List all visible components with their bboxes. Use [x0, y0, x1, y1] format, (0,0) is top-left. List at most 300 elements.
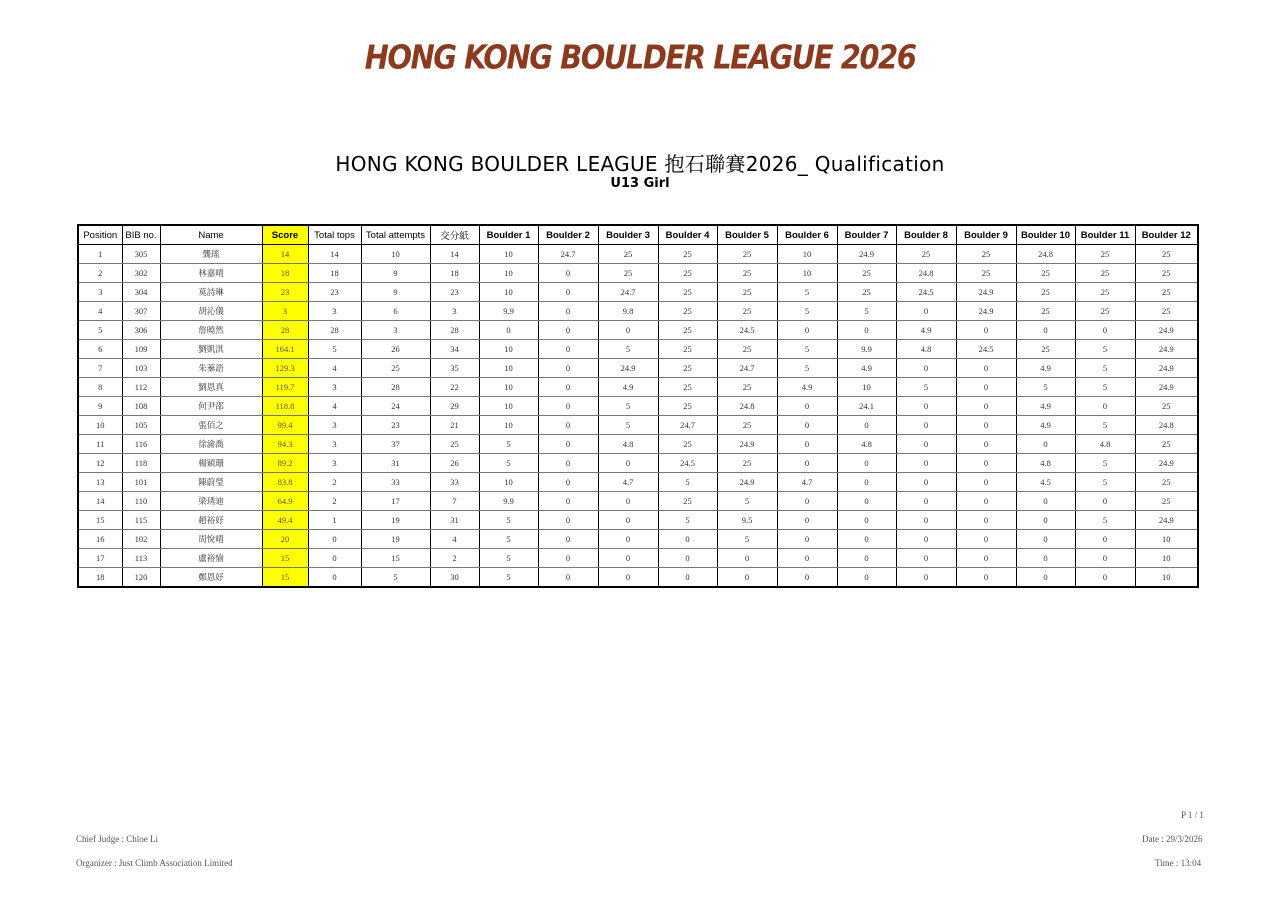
table-cell: 0 — [1016, 530, 1075, 549]
table-cell: 0 — [837, 416, 896, 435]
table-cell: 25 — [1075, 245, 1135, 264]
table-cell: 3 — [308, 416, 361, 435]
table-cell: 10 — [361, 245, 430, 264]
table-cell: 28 — [308, 321, 361, 340]
table-cell: 105 — [122, 416, 160, 435]
table-cell: 31 — [361, 454, 430, 473]
table-row — [78, 473, 1198, 492]
table-cell: 23 — [430, 283, 479, 302]
table-cell: 25 — [1135, 302, 1198, 321]
table-cell: 24.5 — [717, 321, 777, 340]
table-cell: 3 — [308, 302, 361, 321]
table-cell: 0 — [956, 416, 1016, 435]
table-cell: 4.9 — [1016, 416, 1075, 435]
table-cell: 0 — [538, 359, 598, 378]
table-cell: 18 — [430, 264, 479, 283]
table-cell: 10 — [1135, 530, 1198, 549]
table-cell: 0 — [598, 511, 658, 530]
table-cell: 0 — [837, 454, 896, 473]
table-cell: 3 — [430, 302, 479, 321]
table-cell: 5 — [1075, 473, 1135, 492]
table-cell: 25 — [598, 264, 658, 283]
table-cell: 18 — [78, 568, 122, 588]
table-cell: 5 — [479, 568, 538, 588]
column-header: Total attempts — [361, 225, 430, 245]
table-cell: 14 — [262, 245, 308, 264]
table-cell: 0 — [538, 321, 598, 340]
table-cell: 3 — [78, 283, 122, 302]
table-cell: 108 — [122, 397, 160, 416]
table-cell: 10 — [479, 264, 538, 283]
table-cell: 0 — [538, 283, 598, 302]
table-cell: 4.8 — [837, 435, 896, 454]
table-cell: 25 — [717, 378, 777, 397]
table-cell: 25 — [1075, 264, 1135, 283]
table-cell: 0 — [479, 321, 538, 340]
table-cell: 4 — [430, 530, 479, 549]
table-cell: 25 — [717, 340, 777, 359]
table-cell: 4.9 — [1016, 397, 1075, 416]
table-cell: 25 — [430, 435, 479, 454]
table-cell: 5 — [1075, 454, 1135, 473]
chief-judge: Chief Judge : Chloe Li — [76, 834, 158, 844]
table-cell: 盧裕愉 — [160, 549, 262, 568]
table-cell: 24.9 — [598, 359, 658, 378]
table-cell: 25 — [658, 302, 717, 321]
table-cell: 25 — [1016, 340, 1075, 359]
table-cell: 24.5 — [956, 340, 1016, 359]
table-cell: 25 — [658, 245, 717, 264]
table-cell: 5 — [717, 530, 777, 549]
table-cell: 10 — [837, 378, 896, 397]
table-cell: 25 — [658, 264, 717, 283]
table-cell: 5 — [717, 492, 777, 511]
table-cell: 林嘉晴 — [160, 264, 262, 283]
table-cell: 5 — [777, 302, 837, 321]
table-cell: 21 — [430, 416, 479, 435]
table-cell: 0 — [837, 321, 896, 340]
table-cell: 3 — [308, 435, 361, 454]
table-cell: 5 — [598, 340, 658, 359]
column-header: Boulder 1 — [479, 225, 538, 245]
table-cell: 5 — [658, 473, 717, 492]
table-cell: 0 — [717, 568, 777, 588]
table-cell: 5 — [479, 511, 538, 530]
table-cell: 0 — [538, 264, 598, 283]
table-cell: 2 — [78, 264, 122, 283]
column-header: Total tops — [308, 225, 361, 245]
table-cell: 0 — [896, 492, 956, 511]
table-cell: 0 — [538, 530, 598, 549]
table-cell: 0 — [538, 511, 598, 530]
table-cell: 15 — [361, 549, 430, 568]
table-cell: 0 — [538, 397, 598, 416]
table-cell: 0 — [1016, 549, 1075, 568]
table-cell: 164.1 — [262, 340, 308, 359]
table-cell: 24.8 — [1135, 416, 1198, 435]
table-cell: 102 — [122, 530, 160, 549]
table-cell: 2 — [308, 492, 361, 511]
table-cell: 25 — [361, 359, 430, 378]
table-cell: 18 — [262, 264, 308, 283]
category-subtitle: U13 Girl — [610, 176, 670, 191]
table-cell: 24.5 — [896, 283, 956, 302]
table-cell: 25 — [717, 302, 777, 321]
table-cell: 0 — [538, 473, 598, 492]
table-cell: 115 — [122, 511, 160, 530]
table-cell: 0 — [1075, 492, 1135, 511]
table-row — [78, 454, 1198, 473]
table-cell: 24.8 — [717, 397, 777, 416]
column-header: Boulder 12 — [1135, 225, 1198, 245]
table-cell: 0 — [1075, 397, 1135, 416]
table-cell: 劉恩真 — [160, 378, 262, 397]
page-number: P 1 / 1 — [1181, 810, 1204, 820]
column-header: Boulder 8 — [896, 225, 956, 245]
table-cell: 0 — [777, 568, 837, 588]
column-header: Boulder 5 — [717, 225, 777, 245]
table-cell: 3 — [262, 302, 308, 321]
table-cell: 25 — [1135, 264, 1198, 283]
table-cell: 趙裕妤 — [160, 511, 262, 530]
table-cell: 0 — [956, 549, 1016, 568]
table-cell: 24.8 — [896, 264, 956, 283]
table-cell: 0 — [1075, 568, 1135, 588]
table-cell: 4.7 — [598, 473, 658, 492]
table-cell: 24.7 — [598, 283, 658, 302]
table-cell: 0 — [598, 530, 658, 549]
table-cell: 103 — [122, 359, 160, 378]
table-cell: 119.7 — [262, 378, 308, 397]
table-cell: 29 — [430, 397, 479, 416]
table-cell: 118 — [122, 454, 160, 473]
table-cell: 0 — [538, 416, 598, 435]
table-cell: 83.8 — [262, 473, 308, 492]
table-cell: 0 — [896, 549, 956, 568]
table-cell: 302 — [122, 264, 160, 283]
table-cell: 10 — [777, 264, 837, 283]
table-cell: 5 — [777, 283, 837, 302]
table-cell: 4.8 — [1016, 454, 1075, 473]
table-cell: 0 — [896, 359, 956, 378]
table-cell: 11 — [78, 435, 122, 454]
table-cell: 129.3 — [262, 359, 308, 378]
table-cell: 24.1 — [837, 397, 896, 416]
table-cell: 28 — [361, 378, 430, 397]
table-cell: 9.9 — [479, 302, 538, 321]
table-cell: 10 — [479, 359, 538, 378]
table-cell: 4 — [308, 359, 361, 378]
table-cell: 10 — [78, 416, 122, 435]
table-cell: 4 — [308, 397, 361, 416]
table-cell: 5 — [479, 530, 538, 549]
table-cell: 25 — [658, 378, 717, 397]
table-cell: 0 — [777, 492, 837, 511]
table-cell: 25 — [1135, 245, 1198, 264]
table-cell: 15 — [262, 568, 308, 588]
table-cell: 25 — [837, 283, 896, 302]
column-header: Boulder 6 — [777, 225, 837, 245]
table-row — [78, 340, 1198, 359]
table-cell: 0 — [777, 454, 837, 473]
table-cell: 陳蔚瑩 — [160, 473, 262, 492]
table-cell: 5 — [658, 511, 717, 530]
table-cell: 18 — [308, 264, 361, 283]
table-row — [78, 302, 1198, 321]
table-cell: 4.5 — [1016, 473, 1075, 492]
table-cell: 張佰之 — [160, 416, 262, 435]
table-cell: 4.8 — [1075, 435, 1135, 454]
table-row — [78, 549, 1198, 568]
table-cell: 24.7 — [658, 416, 717, 435]
table-cell: 112 — [122, 378, 160, 397]
table-cell: 0 — [598, 549, 658, 568]
table-cell: 10 — [479, 416, 538, 435]
table-cell: 0 — [837, 473, 896, 492]
table-cell: 1 — [78, 245, 122, 264]
table-cell: 25 — [837, 264, 896, 283]
table-cell: 4.8 — [896, 340, 956, 359]
table-cell: 0 — [1016, 435, 1075, 454]
table-cell: 5 — [479, 454, 538, 473]
table-cell: 0 — [1016, 568, 1075, 588]
column-header: Boulder 7 — [837, 225, 896, 245]
column-header: 交分紙 — [430, 225, 479, 245]
table-cell: 9.9 — [837, 340, 896, 359]
table-cell: 24.8 — [1016, 245, 1075, 264]
table-cell: 5 — [1075, 511, 1135, 530]
table-cell: 24.9 — [956, 302, 1016, 321]
table-cell: 33 — [430, 473, 479, 492]
table-cell: 24.9 — [1135, 454, 1198, 473]
column-header: Boulder 2 — [538, 225, 598, 245]
table-cell: 109 — [122, 340, 160, 359]
table-cell: 0 — [956, 435, 1016, 454]
table-cell: 24 — [361, 397, 430, 416]
table-cell: 0 — [538, 568, 598, 588]
table-cell: 22 — [430, 378, 479, 397]
table-cell: 26 — [361, 340, 430, 359]
table-row — [78, 435, 1198, 454]
table-cell: 0 — [538, 549, 598, 568]
table-cell: 30 — [430, 568, 479, 588]
table-cell: 9 — [361, 283, 430, 302]
table-cell: 0 — [1075, 321, 1135, 340]
table-cell: 0 — [956, 397, 1016, 416]
table-cell: 19 — [361, 511, 430, 530]
table-cell: 101 — [122, 473, 160, 492]
table-cell: 17 — [361, 492, 430, 511]
table-cell: 20 — [262, 530, 308, 549]
table-cell: 25 — [1075, 302, 1135, 321]
column-header: Boulder 9 — [956, 225, 1016, 245]
column-header: Name — [160, 225, 262, 245]
column-header: Score — [262, 225, 308, 245]
table-cell: 龔瑤 — [160, 245, 262, 264]
table-cell: 9.9 — [479, 492, 538, 511]
table-cell: 33 — [361, 473, 430, 492]
table-cell: 0 — [896, 511, 956, 530]
table-cell: 4.8 — [598, 435, 658, 454]
table-row — [78, 283, 1198, 302]
table-cell: 5 — [1075, 359, 1135, 378]
table-cell: 24.9 — [717, 473, 777, 492]
table-cell: 23 — [361, 416, 430, 435]
table-cell: 110 — [122, 492, 160, 511]
table-cell: 25 — [717, 264, 777, 283]
table-cell: 8 — [78, 378, 122, 397]
table-cell: 25 — [1135, 397, 1198, 416]
table-cell: 28 — [430, 321, 479, 340]
table-cell: 4.7 — [777, 473, 837, 492]
column-header: Boulder 3 — [598, 225, 658, 245]
table-cell: 25 — [1135, 283, 1198, 302]
table-cell: 25 — [1075, 283, 1135, 302]
table-cell: 2 — [430, 549, 479, 568]
table-cell: 14 — [78, 492, 122, 511]
table-cell: 116 — [122, 435, 160, 454]
table-cell: 49.4 — [262, 511, 308, 530]
table-cell: 0 — [308, 530, 361, 549]
table-cell: 24.9 — [956, 283, 1016, 302]
table-cell: 94.3 — [262, 435, 308, 454]
table-cell: 23 — [308, 283, 361, 302]
table-cell: 24.9 — [1135, 321, 1198, 340]
table-row — [78, 264, 1198, 283]
table-cell: 0 — [896, 454, 956, 473]
table-cell: 2 — [308, 473, 361, 492]
table-cell: 25 — [717, 416, 777, 435]
table-cell: 12 — [78, 454, 122, 473]
table-cell: 24.9 — [1135, 378, 1198, 397]
table-row — [78, 416, 1198, 435]
table-cell: 6 — [78, 340, 122, 359]
table-cell: 9.5 — [717, 511, 777, 530]
table-cell: 25 — [658, 321, 717, 340]
table-cell: 16 — [78, 530, 122, 549]
table-cell: 25 — [896, 245, 956, 264]
table-cell: 0 — [837, 511, 896, 530]
table-cell: 25 — [1135, 473, 1198, 492]
table-cell: 25 — [1016, 283, 1075, 302]
table-cell: 0 — [777, 435, 837, 454]
table-cell: 14 — [308, 245, 361, 264]
table-cell: 0 — [956, 321, 1016, 340]
table-cell: 5 — [78, 321, 122, 340]
report-date: Date : 29/3/2026 — [1142, 834, 1203, 844]
table-cell: 朱蓁語 — [160, 359, 262, 378]
table-cell: 0 — [956, 492, 1016, 511]
table-cell: 0 — [956, 359, 1016, 378]
table-cell: 15 — [78, 511, 122, 530]
table-cell: 4.9 — [837, 359, 896, 378]
table-cell: 0 — [896, 568, 956, 588]
table-cell: 25 — [1016, 264, 1075, 283]
table-cell: 0 — [598, 568, 658, 588]
organizer: Organizer : Just Climb Association Limited — [76, 858, 233, 868]
table-cell: 25 — [1135, 492, 1198, 511]
table-cell: 0 — [896, 530, 956, 549]
table-cell: 10 — [479, 473, 538, 492]
table-cell: 25 — [658, 340, 717, 359]
table-cell: 5 — [1016, 378, 1075, 397]
table-cell: 0 — [956, 454, 1016, 473]
table-cell: 6 — [361, 302, 430, 321]
table-cell: 劉凱淇 — [160, 340, 262, 359]
table-cell: 0 — [598, 454, 658, 473]
table-header-row — [78, 225, 1198, 245]
table-cell: 0 — [777, 397, 837, 416]
table-cell: 0 — [777, 321, 837, 340]
table-cell: 10 — [777, 245, 837, 264]
table-row — [78, 359, 1198, 378]
table-cell: 3 — [308, 454, 361, 473]
table-cell: 4.9 — [1016, 359, 1075, 378]
table-cell: 0 — [896, 473, 956, 492]
table-cell: 徐渝喬 — [160, 435, 262, 454]
table-cell: 0 — [1016, 511, 1075, 530]
table-cell: 34 — [430, 340, 479, 359]
table-row — [78, 568, 1198, 588]
table-cell: 5 — [479, 435, 538, 454]
table-cell: 周悅晴 — [160, 530, 262, 549]
table-cell: 0 — [896, 416, 956, 435]
table-cell: 31 — [430, 511, 479, 530]
column-header: BIB no. — [122, 225, 160, 245]
table-cell: 0 — [956, 473, 1016, 492]
table-cell: 4 — [78, 302, 122, 321]
table-cell: 9 — [361, 264, 430, 283]
table-cell: 7 — [430, 492, 479, 511]
table-cell: 0 — [658, 530, 717, 549]
table-cell: 25 — [1135, 435, 1198, 454]
table-cell: 鄭恩妤 — [160, 568, 262, 588]
table-cell: 0 — [598, 492, 658, 511]
table-cell: 24.5 — [658, 454, 717, 473]
table-cell: 26 — [430, 454, 479, 473]
table-cell: 4.9 — [598, 378, 658, 397]
table-cell: 0 — [658, 549, 717, 568]
table-cell: 25 — [956, 264, 1016, 283]
table-cell: 24.7 — [538, 245, 598, 264]
table-cell: 304 — [122, 283, 160, 302]
table-cell: 4.9 — [777, 378, 837, 397]
table-cell: 24.9 — [837, 245, 896, 264]
table-cell: 24.9 — [1135, 511, 1198, 530]
column-header: Boulder 11 — [1075, 225, 1135, 245]
table-cell: 25 — [717, 454, 777, 473]
table-cell: 35 — [430, 359, 479, 378]
table-cell: 24.9 — [1135, 359, 1198, 378]
table-cell: 3 — [361, 321, 430, 340]
table-row — [78, 530, 1198, 549]
table-cell: 5 — [777, 340, 837, 359]
table-cell: 0 — [538, 340, 598, 359]
table-cell: 0 — [956, 568, 1016, 588]
table-cell: 99.4 — [262, 416, 308, 435]
table-cell: 0 — [956, 530, 1016, 549]
table-cell: 89.2 — [262, 454, 308, 473]
table-cell: 0 — [658, 568, 717, 588]
table-cell: 0 — [837, 492, 896, 511]
table-cell: 莫詩琳 — [160, 283, 262, 302]
table-cell: 何尹邵 — [160, 397, 262, 416]
table-cell: 0 — [896, 302, 956, 321]
table-cell: 0 — [777, 549, 837, 568]
table-cell: 113 — [122, 549, 160, 568]
table-row — [78, 378, 1198, 397]
table-cell: 0 — [837, 530, 896, 549]
